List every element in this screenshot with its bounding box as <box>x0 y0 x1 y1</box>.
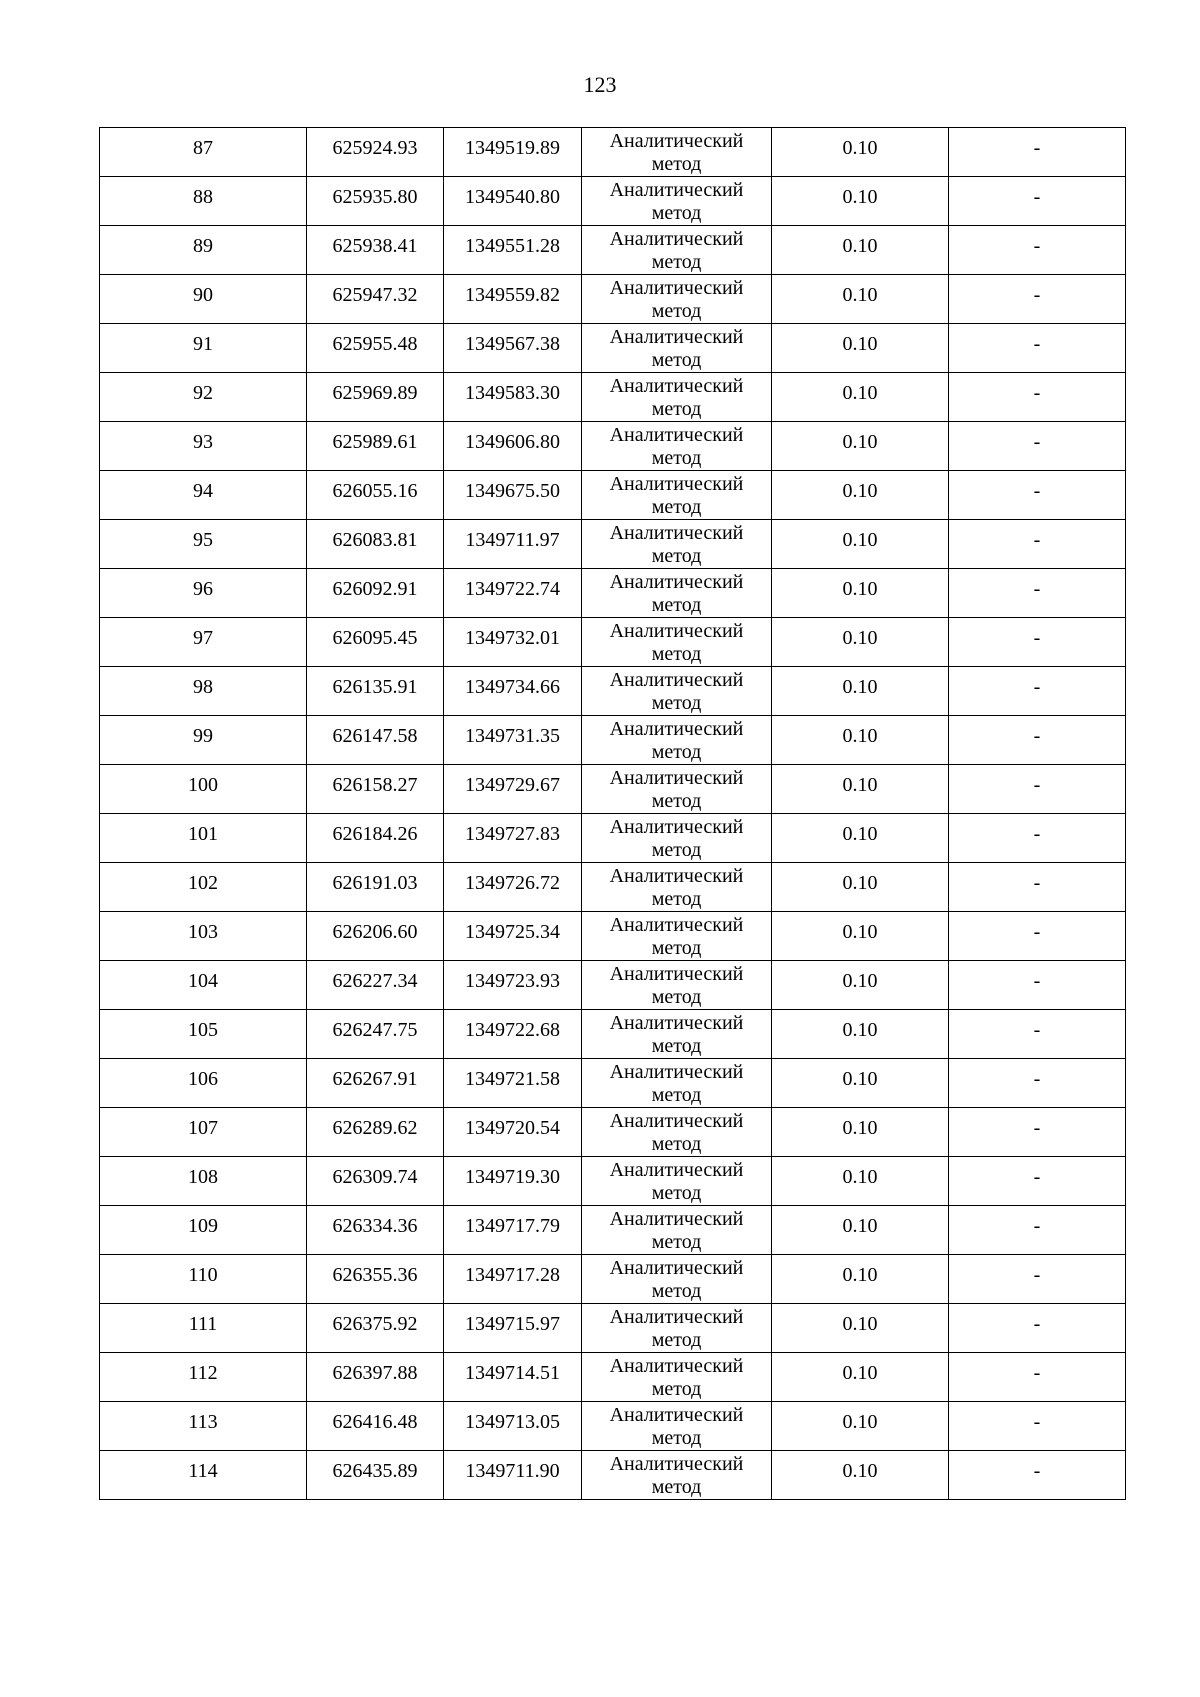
method-cell <box>582 1059 772 1108</box>
method-line-1: Аналитический <box>609 1355 744 1377</box>
table-row <box>100 1010 1126 1059</box>
method-cell <box>582 569 772 618</box>
method-line-2: метод <box>651 1133 702 1155</box>
method-cell <box>582 814 772 863</box>
accuracy-cell: 0.10 <box>772 422 949 471</box>
method-line-2: метод <box>651 251 702 273</box>
x-coordinate-cell: 626435.89 <box>307 1451 444 1500</box>
method-line-2: метод <box>651 1476 702 1498</box>
method-line-1: Аналитический <box>609 865 744 887</box>
table-row <box>100 569 1126 618</box>
accuracy-cell: 0.10 <box>772 863 949 912</box>
x-coordinate-cell: 626184.26 <box>307 814 444 863</box>
point-number-cell: 105 <box>100 1010 307 1059</box>
point-number-cell: 99 <box>100 716 307 765</box>
method-line-1: Аналитический <box>609 718 744 740</box>
x-coordinate-cell: 626158.27 <box>307 765 444 814</box>
point-number-cell: 93 <box>100 422 307 471</box>
table-row <box>100 520 1126 569</box>
method-line-2: метод <box>651 496 702 518</box>
method-cell <box>582 471 772 520</box>
x-coordinate-cell: 625969.89 <box>307 373 444 422</box>
table-row <box>100 1451 1126 1500</box>
point-number-cell: 98 <box>100 667 307 716</box>
method-line-1: Аналитический <box>609 1110 744 1132</box>
y-coordinate-cell: 1349567.38 <box>444 324 582 373</box>
table-row <box>100 1108 1126 1157</box>
table-row <box>100 961 1126 1010</box>
note-cell: - <box>949 1402 1126 1451</box>
note-cell: - <box>949 1157 1126 1206</box>
method-line-1: Аналитический <box>609 130 744 152</box>
x-coordinate-cell: 625947.32 <box>307 275 444 324</box>
point-number-cell: 114 <box>100 1451 307 1500</box>
method-line-2: метод <box>651 839 702 861</box>
point-number-cell: 97 <box>100 618 307 667</box>
accuracy-cell: 0.10 <box>772 1304 949 1353</box>
accuracy-cell: 0.10 <box>772 471 949 520</box>
accuracy-cell: 0.10 <box>772 912 949 961</box>
y-coordinate-cell: 1349722.74 <box>444 569 582 618</box>
point-number-cell: 108 <box>100 1157 307 1206</box>
method-cell <box>582 1157 772 1206</box>
method-line-1: Аналитический <box>609 522 744 544</box>
y-coordinate-cell: 1349721.58 <box>444 1059 582 1108</box>
y-coordinate-cell: 1349711.97 <box>444 520 582 569</box>
method-line-1: Аналитический <box>609 914 744 936</box>
accuracy-cell: 0.10 <box>772 765 949 814</box>
table-row <box>100 373 1126 422</box>
method-line-2: метод <box>651 1378 702 1400</box>
x-coordinate-cell: 626334.36 <box>307 1206 444 1255</box>
table-row <box>100 275 1126 324</box>
method-line-1: Аналитический <box>609 816 744 838</box>
table-row <box>100 765 1126 814</box>
accuracy-cell: 0.10 <box>772 1059 949 1108</box>
method-cell <box>582 863 772 912</box>
method-line-2: метод <box>651 888 702 910</box>
method-line-2: метод <box>651 1182 702 1204</box>
method-line-1: Аналитический <box>609 1012 744 1034</box>
method-line-2: метод <box>651 1427 702 1449</box>
y-coordinate-cell: 1349729.67 <box>444 765 582 814</box>
point-number-cell: 95 <box>100 520 307 569</box>
point-number-cell: 112 <box>100 1353 307 1402</box>
method-line-1: Аналитический <box>609 963 744 985</box>
table-row <box>100 1059 1126 1108</box>
method-line-1: Аналитический <box>609 179 744 201</box>
table-row <box>100 618 1126 667</box>
accuracy-cell: 0.10 <box>772 1108 949 1157</box>
x-coordinate-cell: 626416.48 <box>307 1402 444 1451</box>
y-coordinate-cell: 1349717.28 <box>444 1255 582 1304</box>
point-number-cell: 96 <box>100 569 307 618</box>
table-row <box>100 716 1126 765</box>
y-coordinate-cell: 1349732.01 <box>444 618 582 667</box>
method-line-2: метод <box>651 447 702 469</box>
table-row <box>100 1304 1126 1353</box>
accuracy-cell: 0.10 <box>772 520 949 569</box>
method-line-1: Аналитический <box>609 1061 744 1083</box>
accuracy-cell: 0.10 <box>772 1353 949 1402</box>
method-line-1: Аналитический <box>609 228 744 250</box>
note-cell: - <box>949 667 1126 716</box>
note-cell: - <box>949 275 1126 324</box>
y-coordinate-cell: 1349731.35 <box>444 716 582 765</box>
method-line-2: метод <box>651 545 702 567</box>
method-cell <box>582 128 772 177</box>
y-coordinate-cell: 1349727.83 <box>444 814 582 863</box>
note-cell: - <box>949 569 1126 618</box>
point-number-cell: 89 <box>100 226 307 275</box>
note-cell: - <box>949 324 1126 373</box>
point-number-cell: 102 <box>100 863 307 912</box>
note-cell: - <box>949 1059 1126 1108</box>
accuracy-cell: 0.10 <box>772 1010 949 1059</box>
method-line-2: метод <box>651 692 702 714</box>
note-cell: - <box>949 618 1126 667</box>
accuracy-cell: 0.10 <box>772 1451 949 1500</box>
y-coordinate-cell: 1349540.80 <box>444 177 582 226</box>
x-coordinate-cell: 626206.60 <box>307 912 444 961</box>
method-cell <box>582 226 772 275</box>
table-row <box>100 226 1126 275</box>
y-coordinate-cell: 1349726.72 <box>444 863 582 912</box>
note-cell: - <box>949 1353 1126 1402</box>
accuracy-cell: 0.10 <box>772 667 949 716</box>
method-cell <box>582 667 772 716</box>
table-row <box>100 1157 1126 1206</box>
point-number-cell: 92 <box>100 373 307 422</box>
method-cell <box>582 373 772 422</box>
method-cell <box>582 422 772 471</box>
table-row <box>100 1402 1126 1451</box>
y-coordinate-cell: 1349519.89 <box>444 128 582 177</box>
method-line-2: метод <box>651 937 702 959</box>
method-line-2: метод <box>651 986 702 1008</box>
method-line-2: метод <box>651 202 702 224</box>
x-coordinate-cell: 626289.62 <box>307 1108 444 1157</box>
accuracy-cell: 0.10 <box>772 324 949 373</box>
note-cell: - <box>949 226 1126 275</box>
method-line-1: Аналитический <box>609 767 744 789</box>
method-line-1: Аналитический <box>609 571 744 593</box>
y-coordinate-cell: 1349711.90 <box>444 1451 582 1500</box>
method-cell <box>582 324 772 373</box>
x-coordinate-cell: 625989.61 <box>307 422 444 471</box>
point-number-cell: 110 <box>100 1255 307 1304</box>
note-cell: - <box>949 1206 1126 1255</box>
note-cell: - <box>949 1304 1126 1353</box>
y-coordinate-cell: 1349720.54 <box>444 1108 582 1157</box>
method-line-1: Аналитический <box>609 1404 744 1426</box>
x-coordinate-cell: 626309.74 <box>307 1157 444 1206</box>
method-cell <box>582 1206 772 1255</box>
y-coordinate-cell: 1349723.93 <box>444 961 582 1010</box>
point-number-cell: 87 <box>100 128 307 177</box>
x-coordinate-cell: 626095.45 <box>307 618 444 667</box>
method-cell <box>582 1304 772 1353</box>
accuracy-cell: 0.10 <box>772 618 949 667</box>
point-number-cell: 90 <box>100 275 307 324</box>
method-line-2: метод <box>651 741 702 763</box>
y-coordinate-cell: 1349713.05 <box>444 1402 582 1451</box>
y-coordinate-cell: 1349719.30 <box>444 1157 582 1206</box>
note-cell: - <box>949 1010 1126 1059</box>
accuracy-cell: 0.10 <box>772 1255 949 1304</box>
point-number-cell: 103 <box>100 912 307 961</box>
method-cell <box>582 520 772 569</box>
method-line-2: метод <box>651 398 702 420</box>
x-coordinate-cell: 626147.58 <box>307 716 444 765</box>
table-row <box>100 1255 1126 1304</box>
x-coordinate-cell: 625924.93 <box>307 128 444 177</box>
method-line-1: Аналитический <box>609 1257 744 1279</box>
method-cell <box>582 275 772 324</box>
table-row <box>100 422 1126 471</box>
method-line-2: метод <box>651 1231 702 1253</box>
point-number-cell: 94 <box>100 471 307 520</box>
method-cell <box>582 1108 772 1157</box>
y-coordinate-cell: 1349734.66 <box>444 667 582 716</box>
x-coordinate-cell: 626135.91 <box>307 667 444 716</box>
x-coordinate-cell: 626375.92 <box>307 1304 444 1353</box>
coordinates-table <box>99 127 1126 1500</box>
accuracy-cell: 0.10 <box>772 275 949 324</box>
x-coordinate-cell: 626397.88 <box>307 1353 444 1402</box>
method-cell <box>582 912 772 961</box>
point-number-cell: 111 <box>100 1304 307 1353</box>
method-line-2: метод <box>651 790 702 812</box>
method-line-1: Аналитический <box>609 1453 744 1475</box>
table-body <box>100 128 1126 1500</box>
accuracy-cell: 0.10 <box>772 716 949 765</box>
method-line-1: Аналитический <box>609 1159 744 1181</box>
note-cell: - <box>949 1108 1126 1157</box>
x-coordinate-cell: 626227.34 <box>307 961 444 1010</box>
method-line-1: Аналитический <box>609 277 744 299</box>
x-coordinate-cell: 626191.03 <box>307 863 444 912</box>
x-coordinate-cell: 625938.41 <box>307 226 444 275</box>
accuracy-cell: 0.10 <box>772 814 949 863</box>
note-cell: - <box>949 961 1126 1010</box>
point-number-cell: 91 <box>100 324 307 373</box>
y-coordinate-cell: 1349559.82 <box>444 275 582 324</box>
method-line-2: метод <box>651 153 702 175</box>
note-cell: - <box>949 814 1126 863</box>
x-coordinate-cell: 626083.81 <box>307 520 444 569</box>
y-coordinate-cell: 1349717.79 <box>444 1206 582 1255</box>
note-cell: - <box>949 912 1126 961</box>
method-line-2: метод <box>651 1084 702 1106</box>
y-coordinate-cell: 1349606.80 <box>444 422 582 471</box>
note-cell: - <box>949 765 1126 814</box>
y-coordinate-cell: 1349583.30 <box>444 373 582 422</box>
method-line-1: Аналитический <box>609 620 744 642</box>
table-row <box>100 667 1126 716</box>
accuracy-cell: 0.10 <box>772 177 949 226</box>
y-coordinate-cell: 1349714.51 <box>444 1353 582 1402</box>
note-cell: - <box>949 128 1126 177</box>
note-cell: - <box>949 177 1126 226</box>
method-line-2: метод <box>651 1280 702 1302</box>
point-number-cell: 109 <box>100 1206 307 1255</box>
note-cell: - <box>949 422 1126 471</box>
point-number-cell: 88 <box>100 177 307 226</box>
accuracy-cell: 0.10 <box>772 569 949 618</box>
accuracy-cell: 0.10 <box>772 961 949 1010</box>
y-coordinate-cell: 1349675.50 <box>444 471 582 520</box>
method-cell <box>582 618 772 667</box>
x-coordinate-cell: 626267.91 <box>307 1059 444 1108</box>
table-row <box>100 177 1126 226</box>
note-cell: - <box>949 1451 1126 1500</box>
method-line-2: метод <box>651 594 702 616</box>
accuracy-cell: 0.10 <box>772 1157 949 1206</box>
method-cell <box>582 1451 772 1500</box>
table-row <box>100 471 1126 520</box>
point-number-cell: 100 <box>100 765 307 814</box>
note-cell: - <box>949 373 1126 422</box>
table-row <box>100 1206 1126 1255</box>
table-row <box>100 1353 1126 1402</box>
accuracy-cell: 0.10 <box>772 128 949 177</box>
note-cell: - <box>949 471 1126 520</box>
accuracy-cell: 0.10 <box>772 226 949 275</box>
y-coordinate-cell: 1349722.68 <box>444 1010 582 1059</box>
x-coordinate-cell: 626355.36 <box>307 1255 444 1304</box>
page-number: 123 <box>583 72 617 97</box>
method-line-2: метод <box>651 1035 702 1057</box>
method-cell <box>582 716 772 765</box>
y-coordinate-cell: 1349551.28 <box>444 226 582 275</box>
note-cell: - <box>949 520 1126 569</box>
method-cell <box>582 1353 772 1402</box>
x-coordinate-cell: 626055.16 <box>307 471 444 520</box>
table-row <box>100 128 1126 177</box>
method-line-1: Аналитический <box>609 1208 744 1230</box>
note-cell: - <box>949 863 1126 912</box>
point-number-cell: 104 <box>100 961 307 1010</box>
method-cell <box>582 765 772 814</box>
method-line-2: метод <box>651 1329 702 1351</box>
method-cell <box>582 1010 772 1059</box>
accuracy-cell: 0.10 <box>772 1206 949 1255</box>
x-coordinate-cell: 626247.75 <box>307 1010 444 1059</box>
method-line-1: Аналитический <box>609 326 744 348</box>
method-line-1: Аналитический <box>609 1306 744 1328</box>
point-number-cell: 106 <box>100 1059 307 1108</box>
method-line-2: метод <box>651 643 702 665</box>
method-cell <box>582 1255 772 1304</box>
accuracy-cell: 0.10 <box>772 373 949 422</box>
method-line-1: Аналитический <box>609 473 744 495</box>
table-row <box>100 863 1126 912</box>
x-coordinate-cell: 625955.48 <box>307 324 444 373</box>
note-cell: - <box>949 1255 1126 1304</box>
table-row <box>100 324 1126 373</box>
x-coordinate-cell: 626092.91 <box>307 569 444 618</box>
method-cell <box>582 1402 772 1451</box>
method-cell <box>582 961 772 1010</box>
table-row <box>100 912 1126 961</box>
method-cell <box>582 177 772 226</box>
method-line-1: Аналитический <box>609 424 744 446</box>
point-number-cell: 113 <box>100 1402 307 1451</box>
point-number-cell: 101 <box>100 814 307 863</box>
table-row <box>100 814 1126 863</box>
method-line-1: Аналитический <box>609 375 744 397</box>
x-coordinate-cell: 625935.80 <box>307 177 444 226</box>
note-cell: - <box>949 716 1126 765</box>
accuracy-cell: 0.10 <box>772 1402 949 1451</box>
method-line-2: метод <box>651 349 702 371</box>
point-number-cell: 107 <box>100 1108 307 1157</box>
y-coordinate-cell: 1349725.34 <box>444 912 582 961</box>
method-line-2: метод <box>651 300 702 322</box>
method-line-1: Аналитический <box>609 669 744 691</box>
y-coordinate-cell: 1349715.97 <box>444 1304 582 1353</box>
